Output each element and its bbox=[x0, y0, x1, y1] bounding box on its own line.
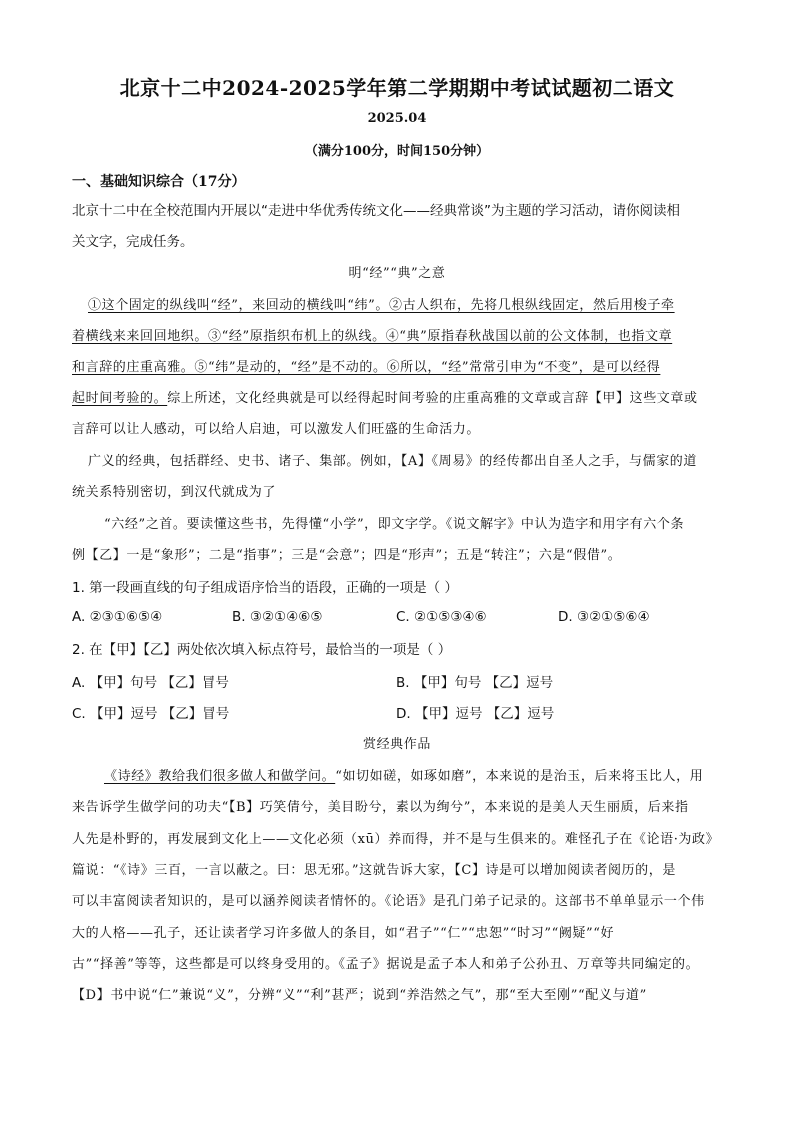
intro-line: 北京十二中在全校范围内开展以“走进中华优秀传统文化——经典常谈”为主题的学习活动，请你阅读相 bbox=[72, 203, 680, 219]
passage-line: 可以丰富阅读者知识的，是可以涵养阅读者情怀的。《论语》是孔门弟子记录的。这部书不单单显示一个伟 bbox=[72, 894, 705, 909]
passage-line: 来告诉学生做学问的功夫“【B】巧笑倩兮，美目盼兮，素以为绚兮”，本来说的是美人天生丽质，后来指 bbox=[72, 800, 689, 815]
q1-option-d[interactable]: D. ③②①⑤⑥④ bbox=[558, 609, 650, 625]
passage-text: “如切如磋，如琢如磨”，本来说的是治玉，后来将玉比人，用 bbox=[335, 769, 704, 784]
q2-option-a[interactable]: A. 【甲】句号 【乙】冒号 bbox=[72, 675, 229, 691]
passage-line: 【D】书中说“仁”兼说“义”，分辨“义”“利”甚严；说到“养浩然之气”，那“至大至刚”“配义与道” bbox=[72, 988, 647, 1003]
passage-line: 篇说：“《诗》三百，一言以蔽之。曰：思无邪。”这就告诉大家，【C】诗是可以增加阅读者阅历的，是 bbox=[72, 863, 676, 878]
q2-option-d[interactable]: D. 【甲】逗号 【乙】逗号 bbox=[396, 706, 555, 722]
q1-option-a[interactable]: A. ②③①⑥⑤④ bbox=[72, 609, 163, 625]
passage-text: 综上所述，文化经典就是可以经得起时间考验的庄重高雅的文章或言辞【甲】这些文章或 bbox=[167, 391, 698, 406]
passage-line: 广义的经典，包括群经、史书、诸子、集部。例如，【A】《周易》的经传都出自圣人之手，与儒家的道 bbox=[88, 454, 697, 469]
exam-date: 2025.04 bbox=[367, 111, 427, 126]
passage-line: 古”“择善”等等，这些都是可以终身受用的。《孟子》据说是孟子本人和弟子公孙丑、万章等共同编定的。 bbox=[72, 957, 700, 972]
q2-option-c[interactable]: C. 【甲】逗号 【乙】冒号 bbox=[72, 706, 230, 722]
passage-title: 赏经典作品 bbox=[362, 737, 431, 752]
passage-line: 大的人格——孔子，还让读者学习许多做人的条目，如“君子”“仁”“忠恕”“时习”“阙疑”“好 bbox=[72, 926, 615, 941]
passage-line: 人先是朴野的，再发展到文化上——文化必须（xū）养而得，并不是与生俱来的。难怪孔子在《论语·为政》 bbox=[72, 832, 720, 847]
q2-option-b[interactable]: B. 【甲】句号 【乙】逗号 bbox=[396, 675, 554, 691]
underlined-sentence: 《诗经》教给我们很多做人和做学问。 bbox=[104, 769, 336, 784]
question-1-stem: 1. 第一段画直线的句子组成语序恰当的语段，正确的一项是（ ） bbox=[72, 580, 458, 596]
question-2-stem: 2. 在【甲】【乙】两处依次填入标点符号，最恰当的一项是（ ） bbox=[72, 642, 452, 658]
q1-option-c[interactable]: C. ②①⑤③④⑥ bbox=[396, 609, 487, 625]
section-heading: 一、基础知识综合（17分） bbox=[72, 174, 246, 190]
q1-option-b[interactable]: B. ③②①④⑥⑤ bbox=[232, 609, 323, 625]
score-note: （满分100分，时间150分钟） bbox=[304, 144, 490, 159]
exam-title: 北京十二中2024-2025学年第二学期期中考试试题初二语文 bbox=[119, 76, 675, 100]
intro-line: 关文字，完成任务。 bbox=[72, 234, 194, 250]
passage-line bbox=[72, 389, 732, 409]
underlined-sentence: 起时间考验的。 bbox=[72, 391, 168, 406]
passage-line: 统关系特别密切，到汉代就成为了 bbox=[72, 485, 277, 500]
passage-line: “六经”之首。要读懂这些书，先得懂“小学”，即文字学。《说文解字》中认为造字和用字有六个条 bbox=[104, 517, 685, 532]
passage-line bbox=[104, 767, 732, 787]
passage-line: 和言辞的庄重高雅。⑤“纬”是动的，“经”是不动的。⑥所以，“经”常常引申为“不变”，是可以经得 bbox=[72, 360, 661, 375]
passage-line: 例【乙】一是“象形”；二是“指事”；三是“会意”；四是“形声”；五是“转注”；六是“假借”。 bbox=[72, 548, 622, 563]
passage-title: 明“经”“典”之意 bbox=[348, 266, 446, 281]
passage-line: 言辞可以让人感动，可以给人启迪，可以激发人们旺盛的生命活力。 bbox=[72, 422, 481, 437]
passage-line: ①这个固定的纵线叫“经”，来回动的横线叫“纬”。②古人织布，先将几根纵线固定，然后用梭子牵 bbox=[88, 298, 675, 313]
passage-line: 着横线来来回回地织。③“经”原指织布机上的纵线。④“典”原指春秋战国以前的公文体制，也指文章 bbox=[72, 329, 673, 344]
